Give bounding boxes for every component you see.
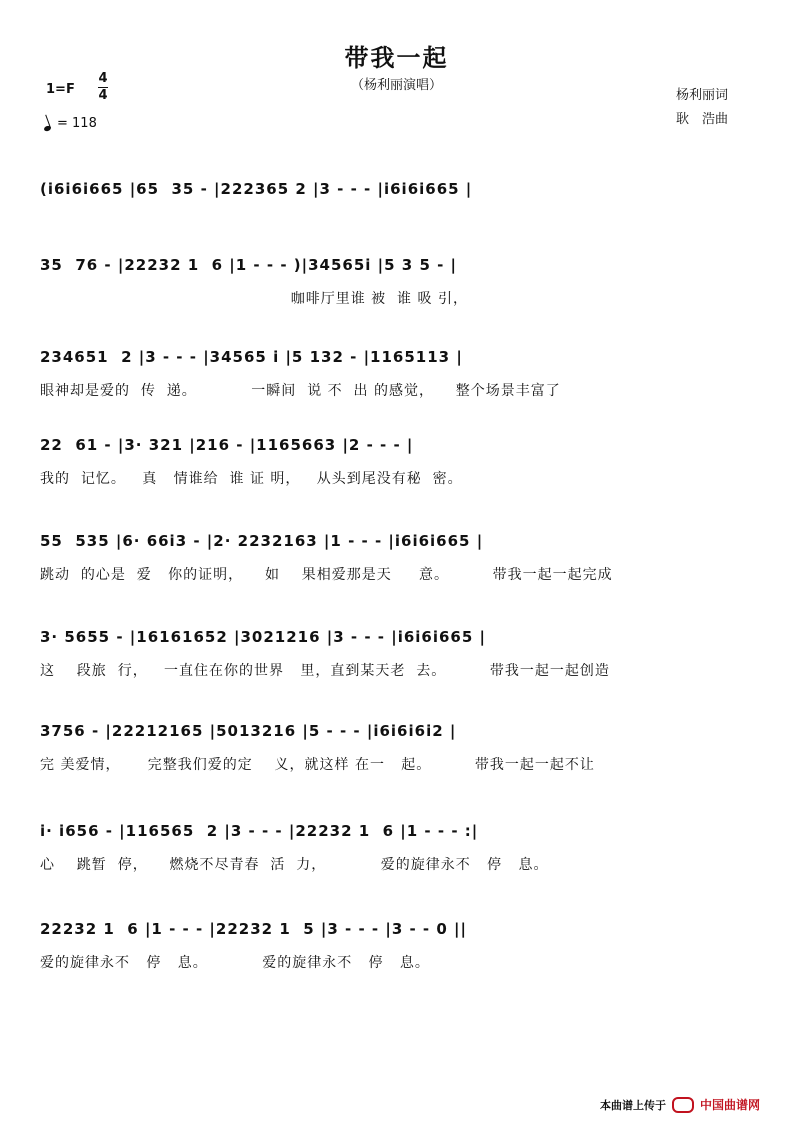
lyrics-line: 眼神却是爱的 传 递。 一瞬间 说 不 出 的感觉， 整个场景丰富了 <box>40 383 561 399</box>
key-signature: 1=F <box>46 82 75 97</box>
notation-line: i· i656 - |116565 2 |3 - - - |22232 1 6 |1 - - - :| <box>40 822 479 840</box>
lyrics-line: 心 跳暂 停， 燃烧不尽青春 活 力， 爱的旋律永不 停 息。 <box>40 857 549 873</box>
composer-credit: 耿 浩曲 <box>676 112 729 127</box>
notation-line: 22232 1 6 |1 - - - |22232 1 5 |3 - - - |3 - - 0 || <box>40 920 467 938</box>
tempo-marking <box>44 116 97 131</box>
time-signature-top: 4 <box>98 71 108 86</box>
quarter-note-icon <box>43 125 51 132</box>
site-name-link[interactable]: 中国曲谱网 <box>700 1098 761 1112</box>
time-signature <box>98 72 108 103</box>
lyrics-line: 这 段旅 行， 一直住在你的世界 里，直到某天老 去。 带我一起一起创造 <box>40 663 610 679</box>
tempo-value: = 118 <box>57 116 97 131</box>
lyrics-line: 咖啡厅里谁 被 谁 吸 引， <box>40 291 468 307</box>
notation-line: 3756 - |22212165 |5013216 |5 - - - |i6i6i6i2 | <box>40 722 457 740</box>
notation-line: 55 535 |6· 66i3 - |2· 2232163 |1 - - - |i6i6i665 | <box>40 532 484 550</box>
lyrics-line: 跳动 的心是 爱 你的证明， 如 果相爱那是天 意。 带我一起一起完成 <box>40 567 613 583</box>
lyrics-line: 爱的旋律永不 停 息。 爱的旋律永不 停 息。 <box>40 955 430 971</box>
notation-line: 234651 2 |3 - - - |34565 i |5 132 - |1165113 | <box>40 348 463 366</box>
lyricist-credit: 杨利丽词 <box>676 88 729 103</box>
notation-line: 22 61 - |3· 321 |216 - |1165663 |2 - - - | <box>40 436 414 454</box>
notation-line: 35 76 - |22232 1 6 |1 - - - )|34565i |5 3 5 - | <box>40 256 458 274</box>
performer-subtitle: （杨利丽演唱） <box>350 78 442 93</box>
lyrics-line: 我的 记忆。 真 情谁给 谁 证 明， 从头到尾没有秘 密。 <box>40 471 463 487</box>
notation-line: 3· 5655 - |16161652 |3021216 |3 - - - |i6i6i665 | <box>40 628 487 646</box>
lyrics-line <box>40 212 755 234</box>
lyrics-line: 完 美爱情， 完整我们爱的定 义，就这样 在一 起。 带我一起一起不让 <box>40 757 595 773</box>
site-footer <box>600 1096 760 1113</box>
song-title: 带我一起 <box>344 44 449 72</box>
credits <box>676 84 728 132</box>
upload-notice: 本曲谱上传于 <box>600 1098 666 1112</box>
notation-line: (i6i6i665 |65 35 - |222365 2 |3 - - - |i6i6i665 | <box>40 180 473 198</box>
site-logo-icon <box>672 1097 694 1113</box>
time-signature-bottom: 4 <box>98 88 108 103</box>
